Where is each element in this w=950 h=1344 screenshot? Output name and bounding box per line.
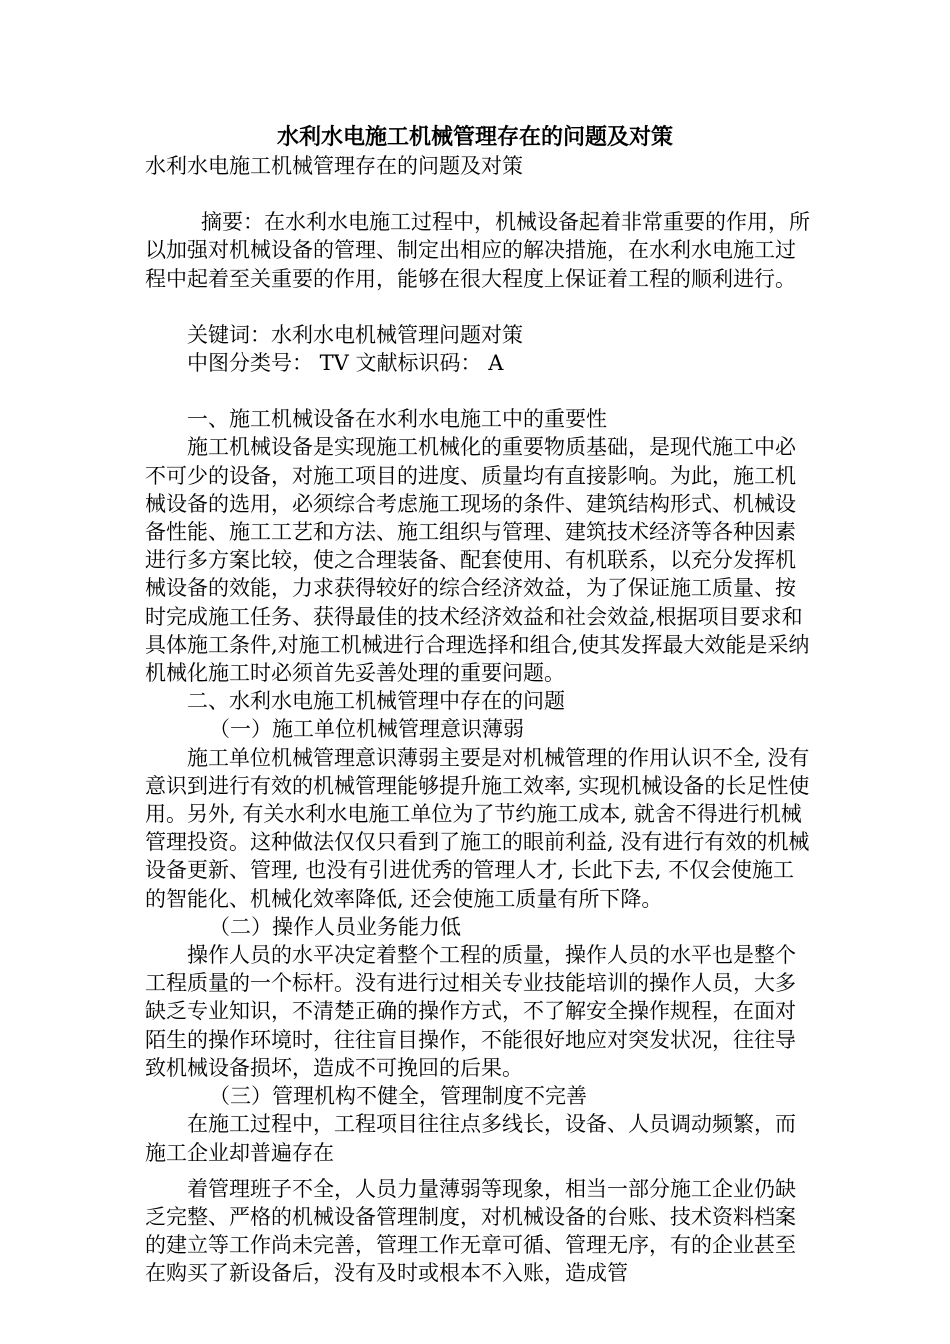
subsection-heading-2: （二）操作人员业务能力低 [209,914,461,939]
document-title: 水利水电施工机械管理存在的问题及对策 [276,124,673,150]
section-1-paragraph: 施工机械设备是实现施工机械化的重要物质基础，是现代施工中必不可少的设备，对施工项目的进度、质量均有直接影响。为此，施工机械设备的选用，必须综合考虑施工现场的条件、建筑结构形式、机械设备性能、施工工艺和方法、施工组织与管理、建筑技术经济等各种因素进行多方案比较，使之合理装备、配套使用、有机联系，以充分发挥机械设备的效能，力求获得较好的综合经济效益，为了保证施工质量、按时完成施工任务、获得最佳的技术经济效益和社会效益,根据项目要求和具体施工条件,对施工机械进行合理选择和组合,使其发挥最大效能是采纳机械化施工时必须首先妥善处理的重要问题。 [145,435,810,686]
section-heading-2: 二、水利水电施工机械管理中存在的问题 [187,689,565,714]
subsection-heading-1: （一）施工单位机械管理意识薄弱 [209,717,524,742]
section-heading-1: 一、施工机械设备在水利水电施工中的重要性 [187,407,607,432]
subsection-1-paragraph: 施工单位机械管理意识薄弱主要是对机械管理的作用认识不全, 没有意识到进行有效的机械管理能够提升施工效率, 实现机械设备的长足性使用。另外, 有关水利水电施工单位为了节约施工成本, 就舍不得进行机械管理投资。这种做法仅仅只看到了施工的眼前利益, 没有进行有效的机械设备更新、管理, 也没有引进优秀的管理人才, 长此下去, 不仅会使施工的智能化、机械化效率降低, 还会使施工质量有所下降。 [145,745,810,911]
classification-line: 中图分类号： TV 文献标识码： A [187,351,504,376]
subsection-3-paragraph-a: 在施工过程中，工程项目往往点多线长，设备、人员调动频繁，而施工企业却普遍存在 [145,1112,796,1165]
subsection-2-paragraph: 操作人员的水平决定着整个工程的质量，操作人员的水平也是整个工程质量的一个标杆。没有进行过相关专业技能培训的操作人员，大多缺乏专业知识，不清楚正确的操作方式，不了解安全操作规程，在面对陌生的操作环境时，往往盲目操作，不能很好地应对突发状况，往往导致机械设备损坏，造成不可挽回的后果。 [145,943,796,1080]
document-subtitle: 水利水电施工机械管理存在的问题及对策 [145,154,523,178]
subsection-3-paragraph-b: 着管理班子不全，人员力量薄弱等现象，相当一部分施工企业仍缺乏完整、严格的机械设备管理制度，对机械设备的台账、技术资料档案的建立等工作尚未完善，管理工作无章可循、管理无序，有的企业甚至在购买了新设备后，没有及时或根本不入账，造成管 [145,1176,796,1286]
subsection-heading-3: （三）管理机构不健全，管理制度不完善 [209,1084,587,1109]
abstract-paragraph: 摘要：在水利水电施工过程中，机械设备起着非常重要的作用，所以加强对机械设备的管理、制定出相应的解决措施，在水利水电施工过程中起着至关重要的作用，能够在很大程度上保证着工程的顺利进行。 [145,210,810,291]
document-body [145,152,815,1288]
keywords-line: 关键词：水利水电机械管理问题对策 [187,322,523,347]
